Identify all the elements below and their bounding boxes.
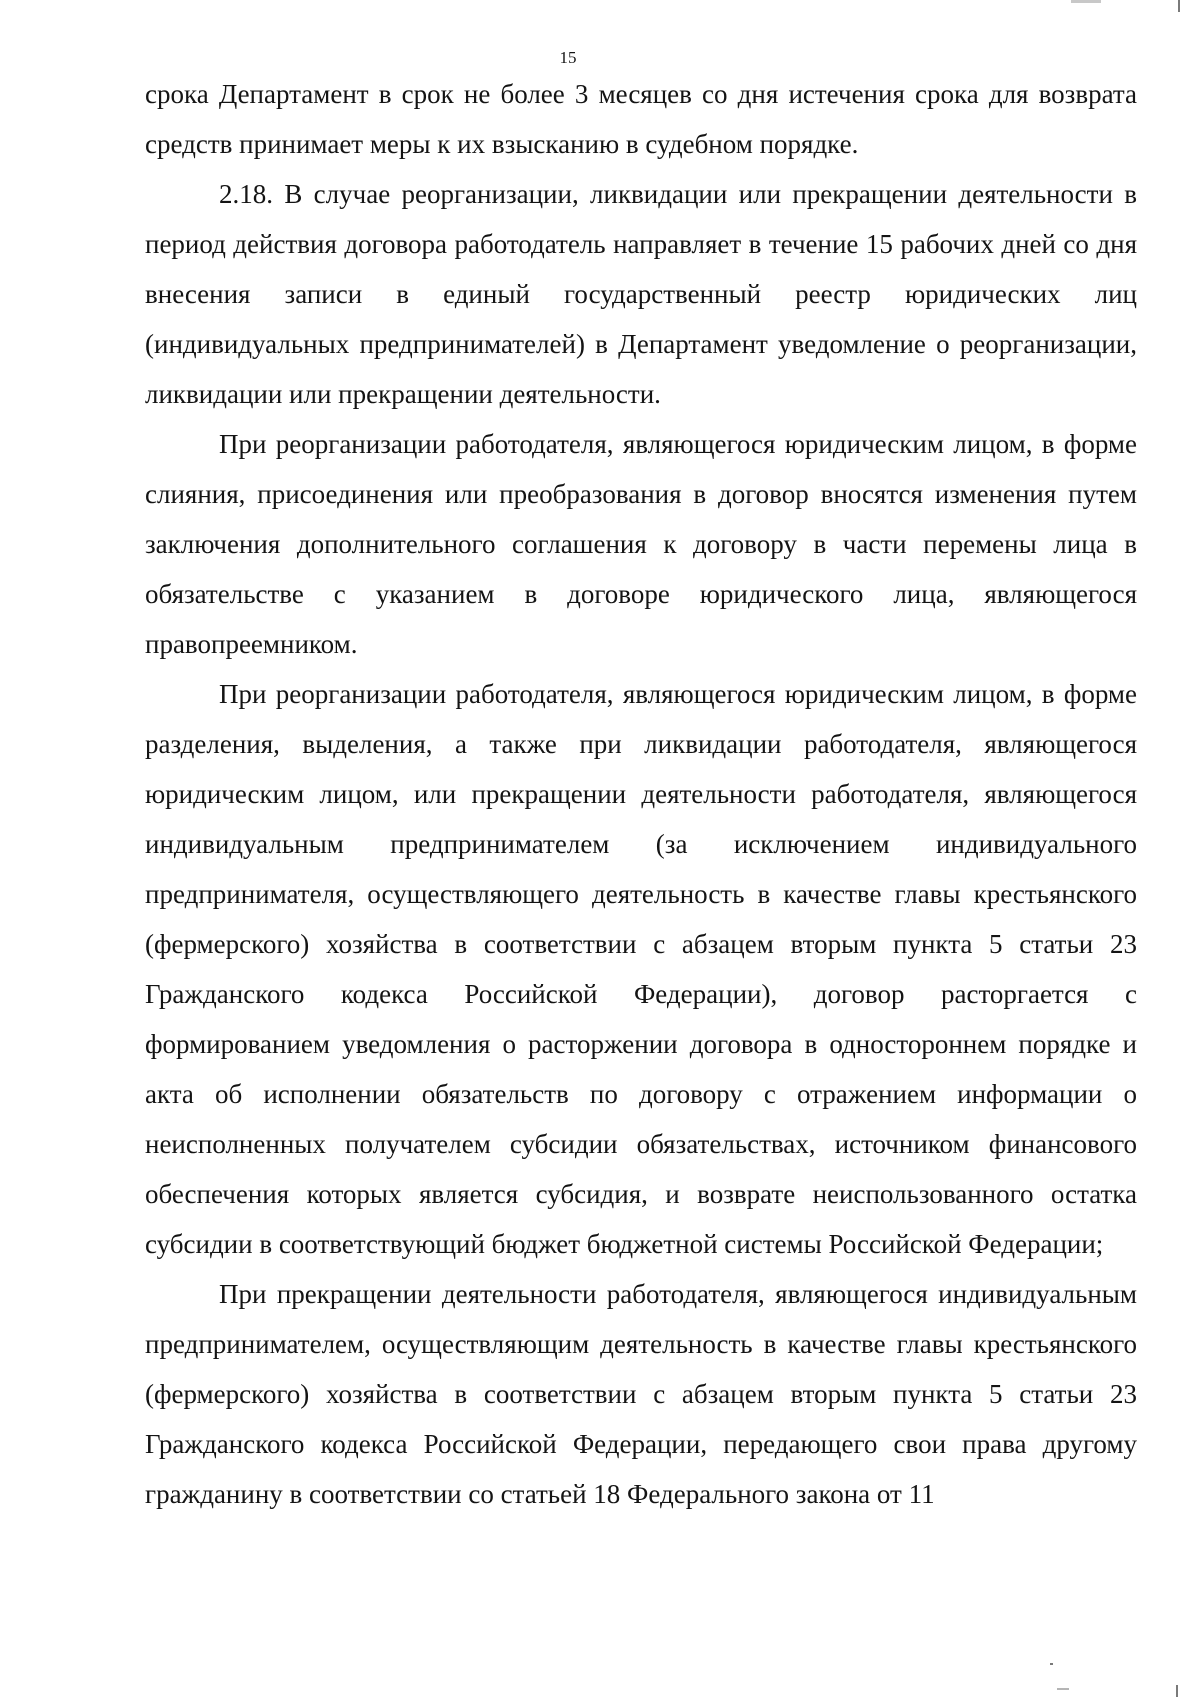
scan-artifact [1178,0,1180,12]
paragraph-farm-termination: При прекращении деятельности работодателя, являющегося индивидуальным предпринимателем, осуществляющим деятельность в качестве главы крестьянского (фермерского) хозяйства в соответствии с абзацем вторым пункта 5 статьи 23 Гражданского кодекса Российской Федерации, передающего свои права другому гражданину в соответствии со статьей 18 Федерального закона от 11 [145,1279,1137,1509]
scan-artifact [1071,0,1101,3]
paragraph-continuation: срока Департамент в срок не более 3 месяцев со дня истечения срока для возврата средств принимает меры к их взысканию в судебном порядке. [145,79,1137,159]
paragraph-division-reorganization: При реорганизации работодателя, являющегося юридическим лицом, в форме разделения, выделения, а также при ликвидации работодателя, являющегося юридическим лицом, или прекращении деятельности работодателя, являющегося индивидуальным предпринимателем (за исключением индивидуального предпринимателя, осуществляющего деятельность в качестве главы крестьянского (фермерского) хозяйства в соответствии с абзацем вторым пункта 5 статьи 23 Гражданского кодекса Российской Федерации), договор расторгается с формированием уведомления о расторжении договора в одностороннем порядке и акта об исполнении обязательств по договору с отражением информации о неисполненных получателем субсидии обязательствах, источником финансового обеспечения которых является субсидия, и возврате неиспользованного остатка субсидии в соответствующий бюджет бюджетной системы Российской Федерации; [145,679,1137,1259]
paragraph-merger-reorganization: При реорганизации работодателя, являющегося юридическим лицом, в форме слияния, присоединения или преобразования в договор вносятся изменения путем заключения дополнительного соглашения к договору в части перемены лица в обязательстве с указанием в договоре юридического лица, являющегося правопреемником. [145,429,1137,659]
scan-artifact [1050,1663,1053,1665]
scan-artifact [1057,1688,1069,1690]
page-number: 15 [559,48,577,67]
document-body [145,69,1137,1519]
paragraph-2-18: 2.18. В случае реорганизации, ликвидации или прекращении деятельности в период действия договора работодатель направляет в течение 15 рабочих дней со дня внесения записи в единый государственный реестр юридических лиц (индивидуальных предпринимателей) в Департамент уведомление о реорганизации, ликвидации или прекращении деятельности. [145,179,1137,409]
scan-artifact [1176,1685,1178,1697]
